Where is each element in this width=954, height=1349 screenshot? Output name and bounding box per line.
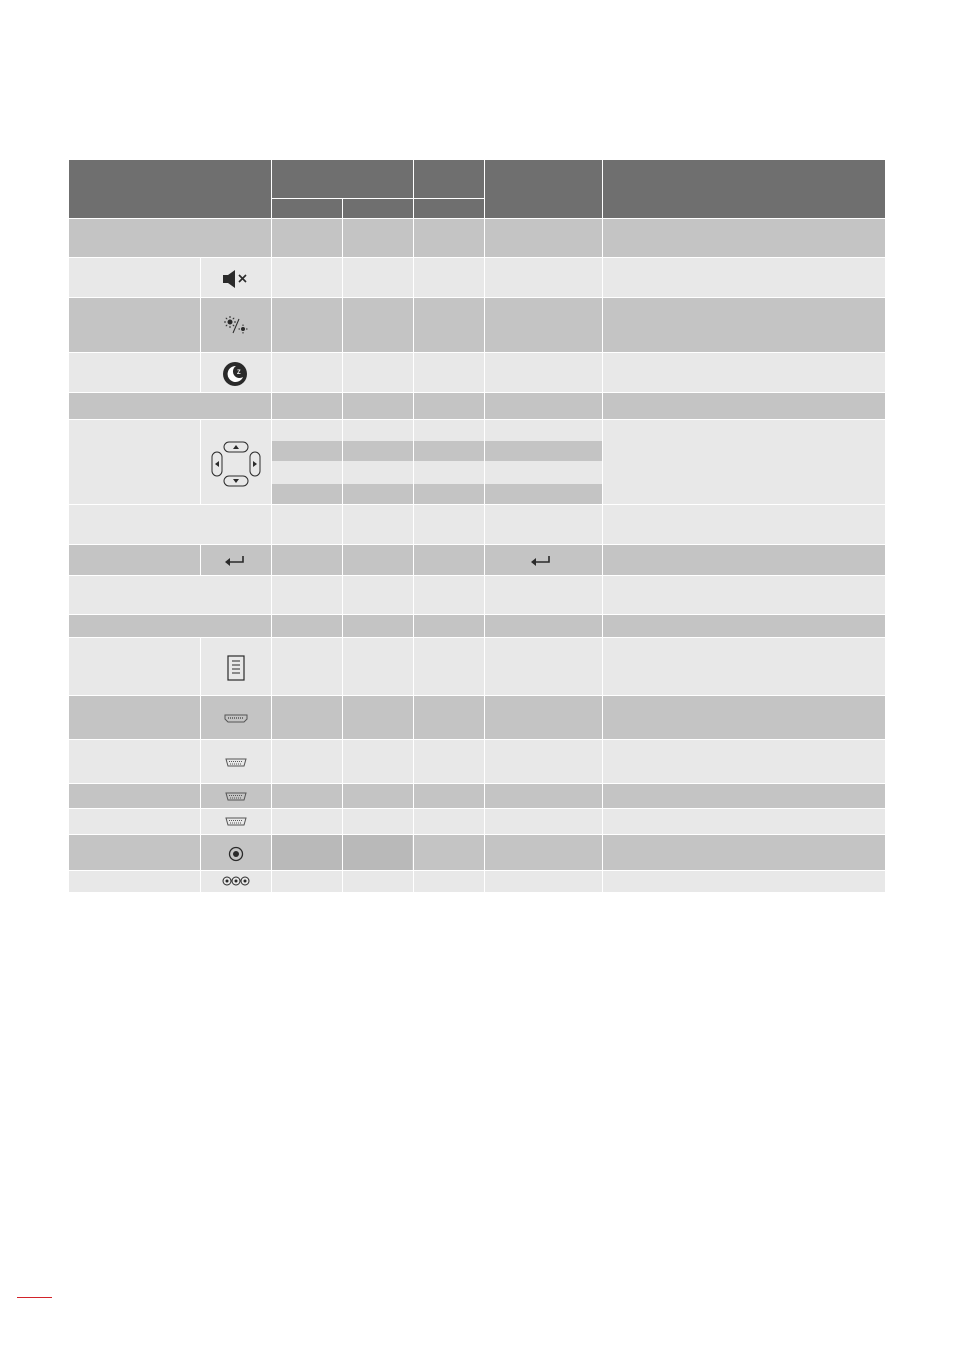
table-row (69, 298, 885, 352)
table-row (69, 696, 885, 739)
table-row (69, 784, 885, 808)
table-subrow (272, 441, 602, 461)
table-row (69, 809, 885, 834)
four-way-directional-icon (210, 440, 262, 488)
svg-text:Z: Z (237, 370, 241, 376)
vga-port-icon (225, 817, 247, 826)
enter-icon (530, 555, 552, 567)
table-row (69, 871, 885, 892)
table-row (69, 393, 885, 419)
vga-port-icon (225, 758, 247, 767)
table-header (69, 160, 885, 218)
table-subrow (272, 484, 602, 504)
table-row (69, 576, 885, 614)
table-row (69, 505, 885, 544)
table-row (69, 545, 885, 575)
table-row (69, 219, 885, 257)
vga-port-icon (225, 792, 247, 801)
table-row (69, 615, 885, 637)
hdmi-port-icon (224, 714, 248, 723)
enter-icon (224, 555, 246, 567)
page-marker (17, 1297, 52, 1298)
component-port-icon (222, 876, 250, 886)
sleep-timer-icon (222, 361, 248, 387)
table-row (69, 638, 885, 695)
menu-icon (227, 655, 245, 681)
table-row (69, 835, 885, 870)
mute-icon (222, 269, 250, 289)
video-port-icon (228, 846, 244, 862)
table-row (69, 740, 885, 783)
table-row (69, 258, 885, 297)
table-row (69, 353, 885, 392)
brightness-toggle-icon (222, 314, 250, 336)
